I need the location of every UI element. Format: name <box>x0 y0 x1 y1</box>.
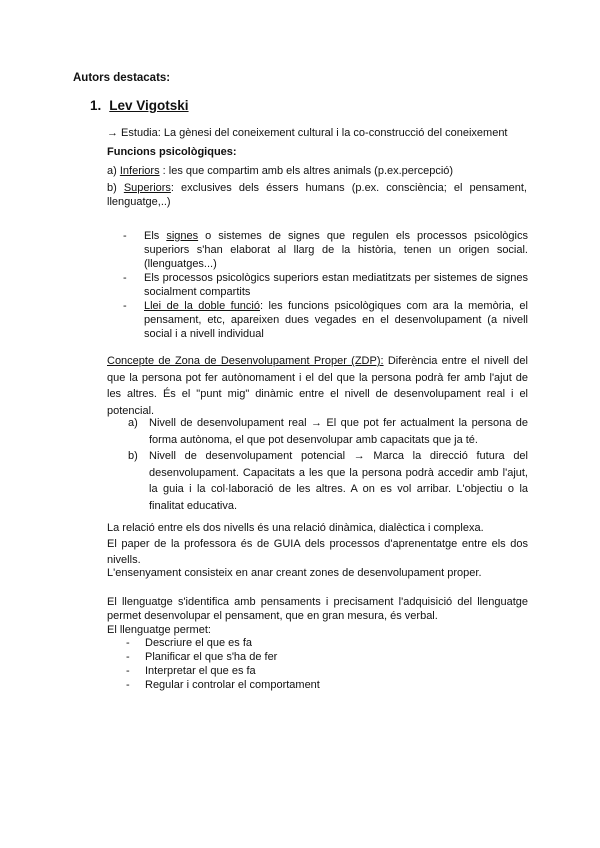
function-a-text: : les que compartim amb els altres animals (p.ex.percepció) <box>159 165 454 177</box>
list-item <box>123 299 528 341</box>
list-item-text: Interpretar el que es fa <box>145 665 256 677</box>
list-item <box>128 448 528 514</box>
dash-marker: - <box>126 651 130 663</box>
language-list <box>126 636 486 692</box>
function-b <box>107 181 527 209</box>
language-paragraph: El llenguatge s'identifica amb pensaments i precisament l'adquisició del llenguatge permet desenvolupar el pensament, que en gran mesura, és verbal. <box>107 596 528 622</box>
dash-marker: - <box>126 665 130 677</box>
bullet-text: Llei de la doble funció: les funcions psicològiques com ara la memòria, el pensament, etc, apareixen dues vegades en el desenvolupament (a nivell social i a nivell individual <box>144 300 528 340</box>
list-item <box>126 664 486 678</box>
level-marker: b) <box>128 450 138 462</box>
function-a-term: Inferiors <box>119 165 160 177</box>
teaching-paragraph: L'ensenyament consisteix en anar creant zones de desenvolupament proper. <box>107 567 482 579</box>
list-item-text: Descriure el que es fa <box>145 637 252 649</box>
dash-marker: - <box>123 272 127 284</box>
list-item <box>126 650 486 664</box>
functions-title: Funcions psicològiques: <box>107 146 237 158</box>
list-item-text: Regular i controlar el comportament <box>145 679 320 691</box>
list-item <box>126 636 486 650</box>
author-title <box>90 98 189 113</box>
function-b-text: : exclusives dels éssers humans (p.ex. consciència; el pensament, llenguatge,..) <box>107 182 527 208</box>
author-name: Lev Vigotski <box>109 98 189 113</box>
function-a-prefix: a) <box>107 165 120 177</box>
studies-line: → Estudia: La gènesi del coneixement cultural i la co-construcció del coneixement <box>107 127 508 139</box>
list-item <box>128 415 528 448</box>
function-a <box>107 164 527 178</box>
levels-list <box>128 415 528 514</box>
list-item-text: Planificar el que s'ha de fer <box>145 651 278 663</box>
level-marker: a) <box>128 417 138 429</box>
language-intro: El llenguatge permet: <box>107 624 211 636</box>
section-heading: Autors destacats: <box>73 72 171 84</box>
relation-paragraph: La relació entre els dos nivells és una relació dinàmica, dialèctica i complexa. <box>107 522 484 534</box>
dash-marker: - <box>123 300 127 312</box>
list-item <box>123 229 528 271</box>
function-b-prefix: b) <box>107 182 124 194</box>
teacher-paragraph: El paper de la professora és de GUIA dels processos d'aprenentatge entre els dos nivells. <box>107 538 528 566</box>
level-text: Nivell de desenvolupament potencial → Marca la direcció futura del desenvolupament. Capacitats a les que la persona podrà accedir amb l'ajut, la guia i la col·laboració de les altres. A on es vol arribar. L'objectiu o la finalitat educativa. <box>149 450 528 512</box>
zdp-term: Concepte de Zona de Desenvolupament Proper (ZDP): <box>107 355 384 367</box>
list-item <box>126 678 486 692</box>
dash-marker: - <box>126 679 130 691</box>
dash-marker: - <box>123 230 127 242</box>
dash-marker: - <box>126 637 130 649</box>
bullet-text: Els signes o sistemes de signes que regulen els processos psicològics superiors s'han elaborat al llarg de la història, tenen un origen social. (llenguatges...) <box>144 230 528 270</box>
function-b-term: Superiors <box>123 182 171 194</box>
author-number: 1. <box>90 98 102 113</box>
list-item <box>123 271 528 299</box>
level-text: Nivell de desenvolupament real → El que pot fer actualment la persona de forma autònoma, el que pot desenvolupar amb capacitats que ja té. <box>149 417 528 446</box>
zdp-definition: Diferència entre el nivell del que la persona pot fer autònomament i el del que la persona podrà fer amb l'ajut de les altres. És el "punt mig" dinàmic entre el nivell de desenvolupament real i el potencial. <box>107 355 528 417</box>
signs-bullet-list <box>123 229 528 341</box>
zdp-paragraph <box>107 353 528 419</box>
bullet-text: Els processos psicològics superiors estan mediatitzats per sistemes de signes socialment compartits <box>144 272 528 298</box>
